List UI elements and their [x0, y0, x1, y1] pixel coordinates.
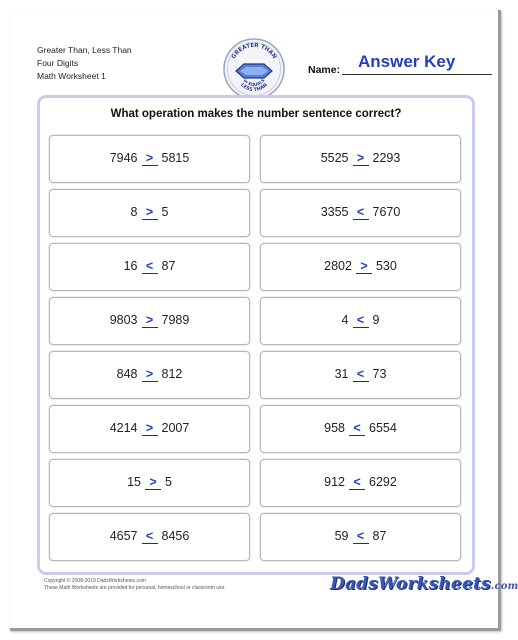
title-line-1: Greater Than, Less Than: [37, 45, 132, 55]
right-number: 73: [372, 367, 387, 381]
number-sentence: [50, 313, 249, 328]
brand-name: DadsWorksheets: [330, 574, 491, 594]
left-number: 4214: [109, 421, 138, 435]
problem-card: [260, 135, 461, 183]
right-number: 6292: [369, 475, 397, 489]
problem-card: [49, 189, 250, 237]
left-number: 912: [324, 475, 346, 489]
left-number: 8: [130, 205, 138, 219]
left-number: 7946: [109, 151, 138, 165]
number-sentence: [50, 367, 249, 382]
right-number: 7670: [372, 205, 401, 219]
problem-card: [260, 351, 461, 399]
number-sentence: [50, 259, 249, 274]
number-sentence: [50, 205, 249, 220]
left-number: 4657: [109, 529, 138, 543]
right-number: 5815: [161, 151, 190, 165]
number-sentence: [261, 421, 460, 436]
left-number: 958: [324, 421, 346, 435]
number-sentence: [261, 529, 460, 544]
emblem-top-text: GREATER THAN: [230, 42, 278, 61]
question-heading: What operation makes the number sentence correct?: [110, 108, 402, 120]
answer-blank[interactable]: <: [353, 368, 369, 382]
answer-blank[interactable]: <: [349, 476, 365, 490]
footer-notes: [44, 578, 226, 592]
number-sentence: [261, 367, 460, 382]
right-number: 87: [372, 529, 387, 543]
answer-blank[interactable]: >: [142, 314, 158, 328]
right-number: 6554: [369, 421, 397, 435]
title-line-3: Math Worksheet 1: [37, 71, 106, 81]
name-label: Name:: [308, 64, 341, 76]
number-sentence: [50, 421, 249, 436]
right-number: 9: [372, 313, 380, 327]
greater-less-emblem-icon: [222, 37, 286, 101]
number-sentence: [261, 151, 460, 166]
left-number: 16: [123, 259, 138, 273]
answer-blank[interactable]: >: [142, 152, 158, 166]
problem-card: [49, 297, 250, 345]
right-number: 5: [161, 205, 169, 219]
left-number: 31: [334, 367, 349, 381]
answer-key-title: Answer Key: [358, 52, 456, 71]
problem-card: [260, 459, 461, 507]
answer-blank[interactable]: <: [353, 314, 369, 328]
left-number: 3355: [320, 205, 349, 219]
problem-card: [49, 351, 250, 399]
right-number: 2293: [372, 151, 401, 165]
answer-blank[interactable]: >: [353, 152, 369, 166]
left-number: 9803: [109, 313, 138, 327]
problem-card: [49, 513, 250, 561]
problem-card: [49, 243, 250, 291]
number-sentence: [261, 259, 460, 274]
brand-logo: [330, 574, 518, 594]
answer-blank[interactable]: <: [353, 206, 369, 220]
problem-card: [49, 459, 250, 507]
problem-card: [260, 243, 461, 291]
right-number: 5: [164, 475, 172, 489]
left-number: 59: [334, 529, 349, 543]
left-number: 5525: [320, 151, 349, 165]
number-sentence: [50, 151, 249, 166]
answer-blank[interactable]: <: [142, 260, 158, 274]
left-number: 4: [341, 313, 349, 327]
problem-card: [49, 405, 250, 453]
left-number: 2802: [324, 259, 352, 273]
number-sentence: [50, 529, 249, 544]
right-number: 2007: [161, 421, 190, 435]
number-sentence: [261, 313, 460, 328]
problem-card: [260, 513, 461, 561]
left-number: 848: [116, 367, 138, 381]
answer-blank[interactable]: >: [142, 206, 158, 220]
right-number: 8456: [161, 529, 190, 543]
right-number: 530: [375, 259, 397, 273]
problem-card: [260, 405, 461, 453]
name-underline: [342, 74, 492, 75]
right-number: 7989: [161, 313, 190, 327]
problems-frame: [37, 95, 475, 575]
right-number: 87: [161, 259, 176, 273]
title-line-2: Four Digits: [37, 58, 79, 68]
copyright-text: Copyright © 2008-2019 DadsWorksheets.com: [44, 578, 146, 584]
license-text: These Math Worksheets are provided for personal, homeschool or classroom use.: [44, 585, 226, 591]
name-field[interactable]: [308, 54, 486, 76]
answer-blank[interactable]: <: [142, 530, 158, 544]
answer-blank[interactable]: >: [145, 476, 161, 490]
brand-tld: .com: [490, 581, 518, 592]
answer-blank[interactable]: <: [349, 422, 365, 436]
number-sentence: [261, 205, 460, 220]
problem-card: [260, 189, 461, 237]
right-number: 812: [161, 367, 183, 381]
emblem-bottom-text-1: LESS THAN: [239, 82, 269, 94]
answer-blank[interactable]: <: [353, 530, 369, 544]
answer-blank[interactable]: >: [142, 368, 158, 382]
left-number: 15: [127, 475, 141, 489]
answer-blank[interactable]: >: [142, 422, 158, 436]
emblem-bottom-text-2: or EQUALS: [242, 77, 266, 88]
answer-blank[interactable]: >: [356, 260, 372, 274]
problem-card: [49, 135, 250, 183]
number-sentence: [50, 475, 249, 490]
worksheet-title-block: [37, 44, 132, 83]
number-sentence: [261, 475, 460, 490]
problem-card: [260, 297, 461, 345]
